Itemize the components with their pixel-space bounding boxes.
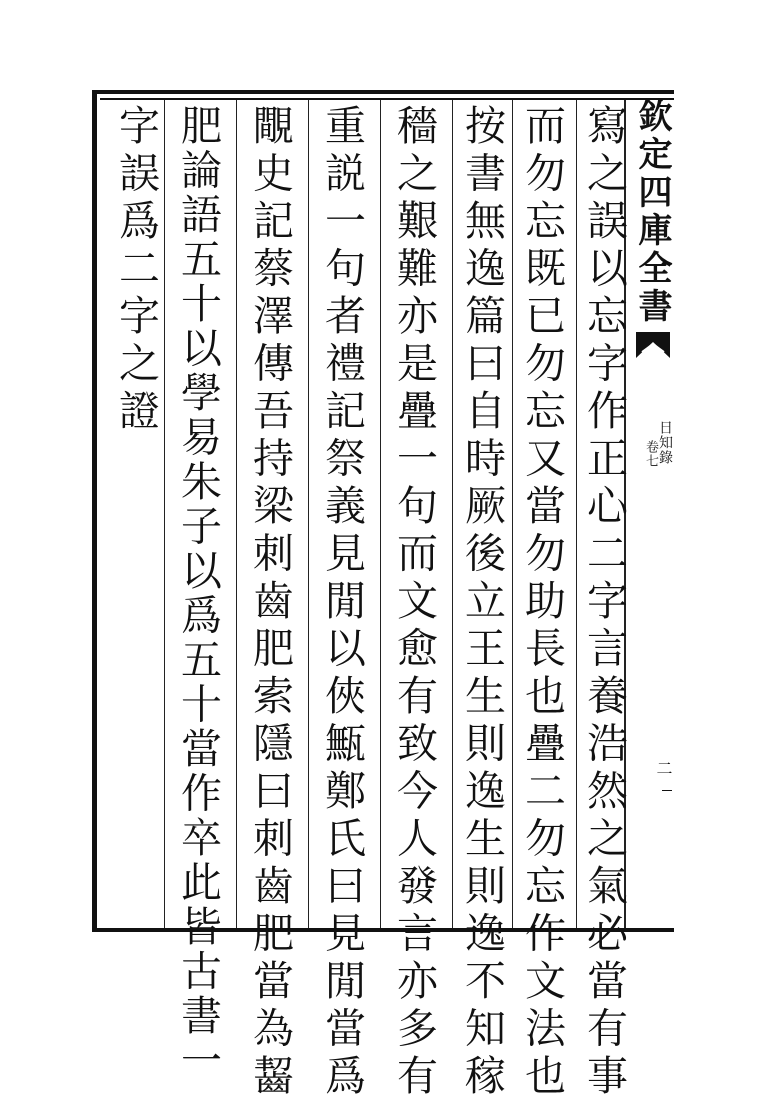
- column-divider: [236, 100, 237, 928]
- text-column-4: 穡之艱難亦是疊一句而文愈有致今人發言亦多有: [390, 104, 438, 1102]
- collection-title: 欽定四庫全書: [632, 98, 672, 326]
- column-divider: [164, 100, 165, 928]
- text-column-1: 寫之誤以忘字作正心二字言養浩然之氣必當有事: [580, 104, 628, 1102]
- column-divider: [380, 100, 381, 928]
- text-column-7: 肥論語五十以學易朱子以爲五十當作卒此皆古書一: [174, 104, 222, 1083]
- page-number: 二: [654, 760, 673, 776]
- margin-tick: [662, 790, 672, 791]
- column-divider: [512, 100, 513, 928]
- column-divider: [576, 100, 577, 928]
- text-column-8: 字誤爲二字之證: [112, 104, 160, 437]
- frame-inner-rule: [100, 98, 674, 100]
- column-divider: [452, 100, 453, 928]
- text-column-2: 而勿忘既已勿忘又當勿助長也疊二勿忘作文法也: [518, 104, 566, 1102]
- text-column-5: 重説一句者禮記祭義見閒以俠甒鄭氏曰見閒當爲: [318, 104, 366, 1102]
- text-column-3: 按書無逸篇曰自時厥後立王生則逸生則逸不知稼: [458, 104, 506, 1102]
- fish-tail-mark-icon: [636, 330, 670, 360]
- column-divider: [308, 100, 309, 928]
- book-title-small: 日知錄: [657, 420, 673, 465]
- text-column-6: 覸史記蔡澤傳吾持梁刺齒肥索隱曰刺齒肥當為齧: [246, 104, 294, 1102]
- chapter-label: 卷七: [643, 440, 658, 468]
